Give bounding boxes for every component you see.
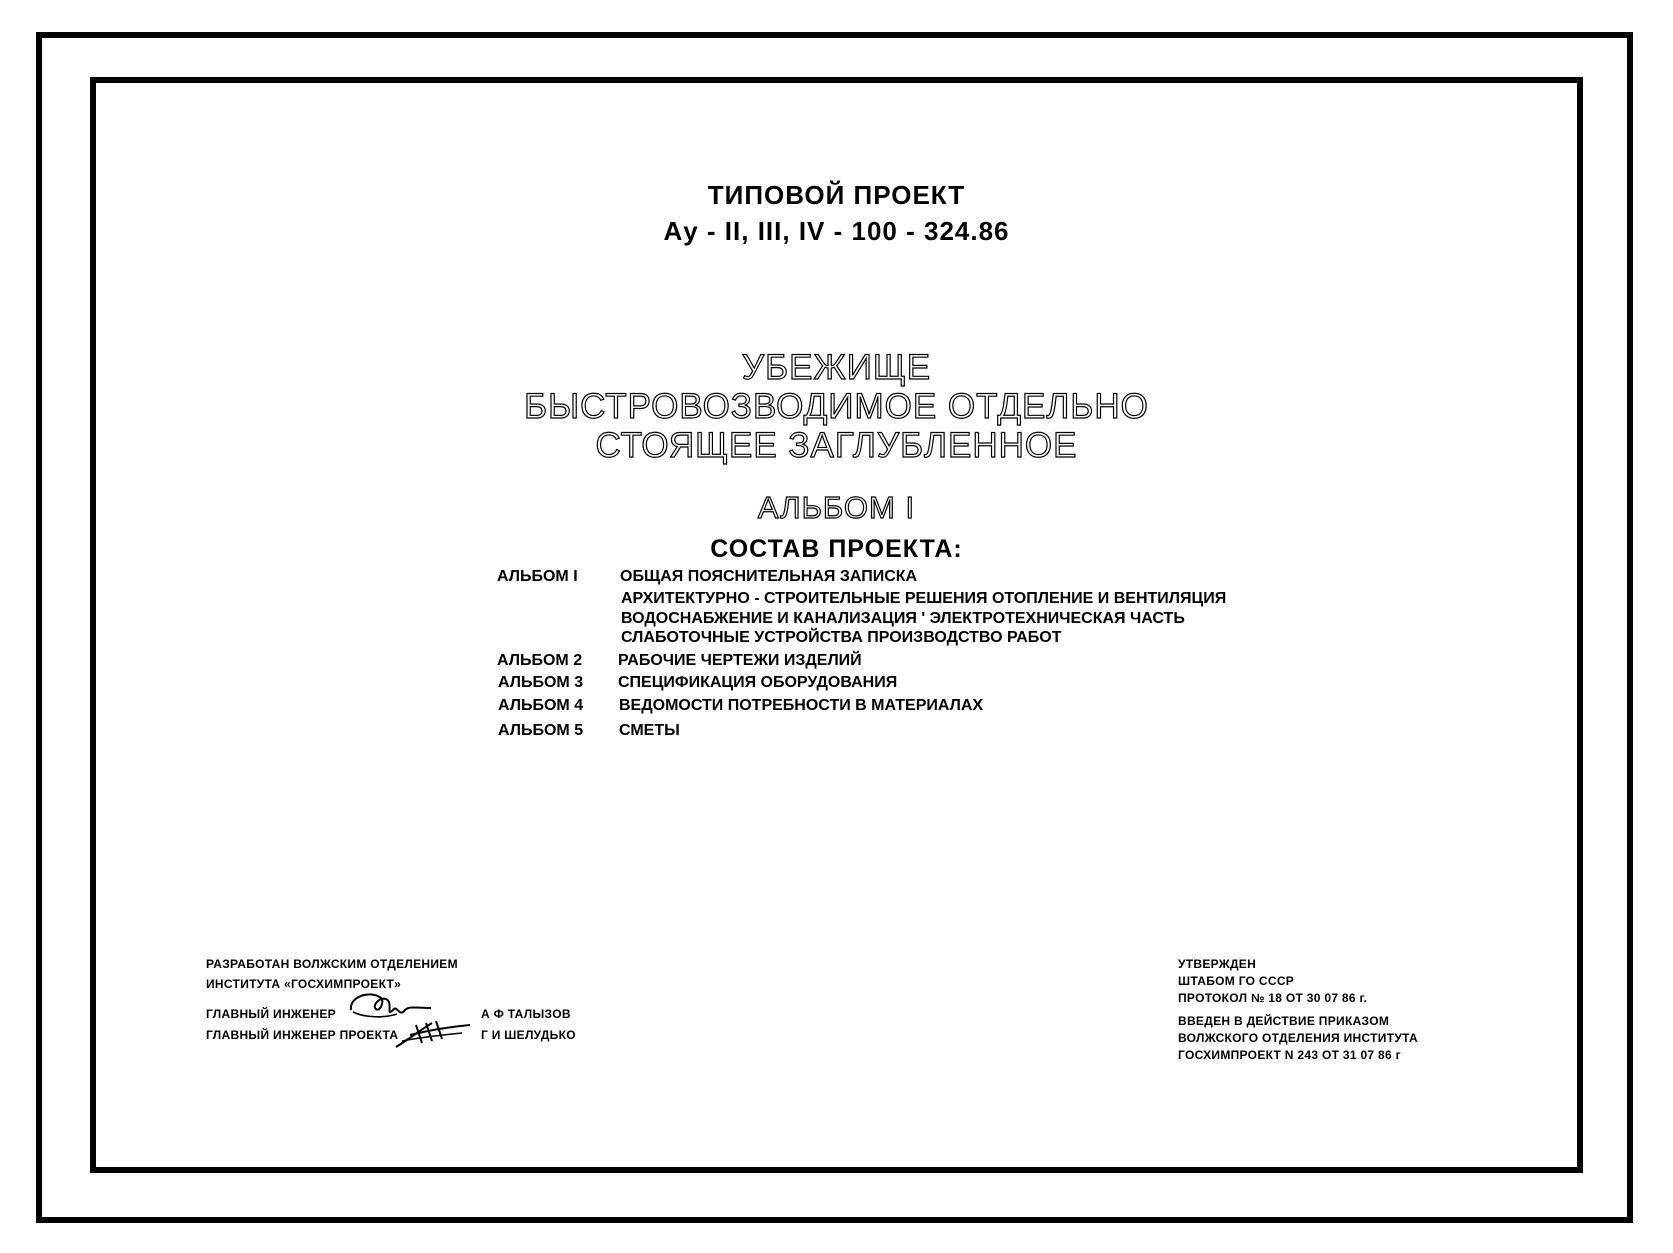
approval-line-3: ПРОТОКОЛ № 18 ОТ 30 07 86 г.	[1178, 991, 1368, 1005]
toc-album4-desc: ВЕДОМОСТИ ПОТРЕБНОСТИ В МАТЕРИАЛАХ	[619, 697, 984, 714]
toc-album2-desc: РАБОЧИЕ ЧЕРТЕЖИ ИЗДЕЛИЙ	[618, 652, 862, 669]
approval-line-6: ГОСХИМПРОЕКТ N 243 ОТ 31 07 86 г	[1178, 1048, 1401, 1062]
toc-album5-desc: СМЕТЫ	[619, 722, 680, 739]
toc-album1-line3: ВОДОСНАБЖЕНИЕ И КАНАЛИЗАЦИЯ ' ЭЛЕКТРОТЕХНИЧЕСКАЯ ЧАСТЬ	[621, 610, 1185, 627]
toc-album1-line4: СЛАБОТОЧНЫЕ УСТРОЙСТВА ПРОИЗВОДСТВО РАБОТ	[621, 629, 1062, 646]
toc-album3-label: АЛЬБОМ 3	[498, 674, 584, 691]
album-title: АЛЬБОМ I	[757, 490, 916, 525]
chief-engineer-name: А Ф ТАЛЫЗОВ	[481, 1007, 571, 1021]
title-line-2: БЫСТРОВОЗВОДИМОЕ ОТДЕЛЬНО	[524, 387, 1149, 426]
title-line-1: УБЕЖИЩЕ	[741, 348, 932, 387]
developer-line-1: РАЗРАБОТАН ВОЛЖСКИМ ОТДЕЛЕНИЕМ	[206, 957, 458, 971]
approval-line-1: УТВЕРЖДЕН	[1178, 957, 1257, 971]
toc-album1-line1: ОБЩАЯ ПОЯСНИТЕЛЬНАЯ ЗАПИСКА	[620, 568, 918, 585]
toc-album4-label: АЛЬБОМ 4	[498, 697, 584, 714]
signature-2	[392, 1017, 474, 1051]
project-code: Ау - II, III, IV - 100 - 324.86	[663, 216, 1010, 246]
toc-album1-label: АЛЬБОМ I	[497, 568, 578, 585]
toc-album3-desc: СПЕЦИФИКАЦИЯ ОБОРУДОВАНИЯ	[618, 674, 898, 691]
toc-album1-line2: АРХИТЕКТУРНО - СТРОИТЕЛЬНЫЕ РЕШЕНИЯ ОТОПЛЕНИЕ И ВЕНТИЛЯЦИЯ	[621, 590, 1227, 607]
chief-project-engineer-name: Г И ШЕЛУДЬКО	[481, 1028, 576, 1042]
chief-engineer-role: ГЛАВНЫЙ ИНЖЕНЕР	[206, 1007, 336, 1021]
project-type: ТИПОВОЙ ПРОЕКТ	[707, 180, 966, 210]
approval-line-2: ШТАБОМ ГО СССР	[1178, 974, 1295, 988]
approval-line-4: ВВЕДЕН В ДЕЙСТВИЕ ПРИКАЗОМ	[1178, 1014, 1390, 1028]
approval-line-5: ВОЛЖСКОГО ОТДЕЛЕНИЯ ИНСТИТУТА	[1178, 1031, 1418, 1045]
developer-line-2: ИНСТИТУТА «ГОСХИМПРОЕКТ»	[206, 977, 402, 991]
composition-heading: СОСТАВ ПРОЕКТА:	[710, 535, 963, 563]
toc-album5-label: АЛЬБОМ 5	[498, 722, 584, 739]
title-line-3: СТОЯЩЕЕ ЗАГЛУБЛЕННОЕ	[595, 426, 1078, 465]
toc-album2-label: АЛЬБОМ 2	[497, 652, 583, 669]
chief-project-engineer-role: ГЛАВНЫЙ ИНЖЕНЕР ПРОЕКТА	[206, 1028, 399, 1042]
